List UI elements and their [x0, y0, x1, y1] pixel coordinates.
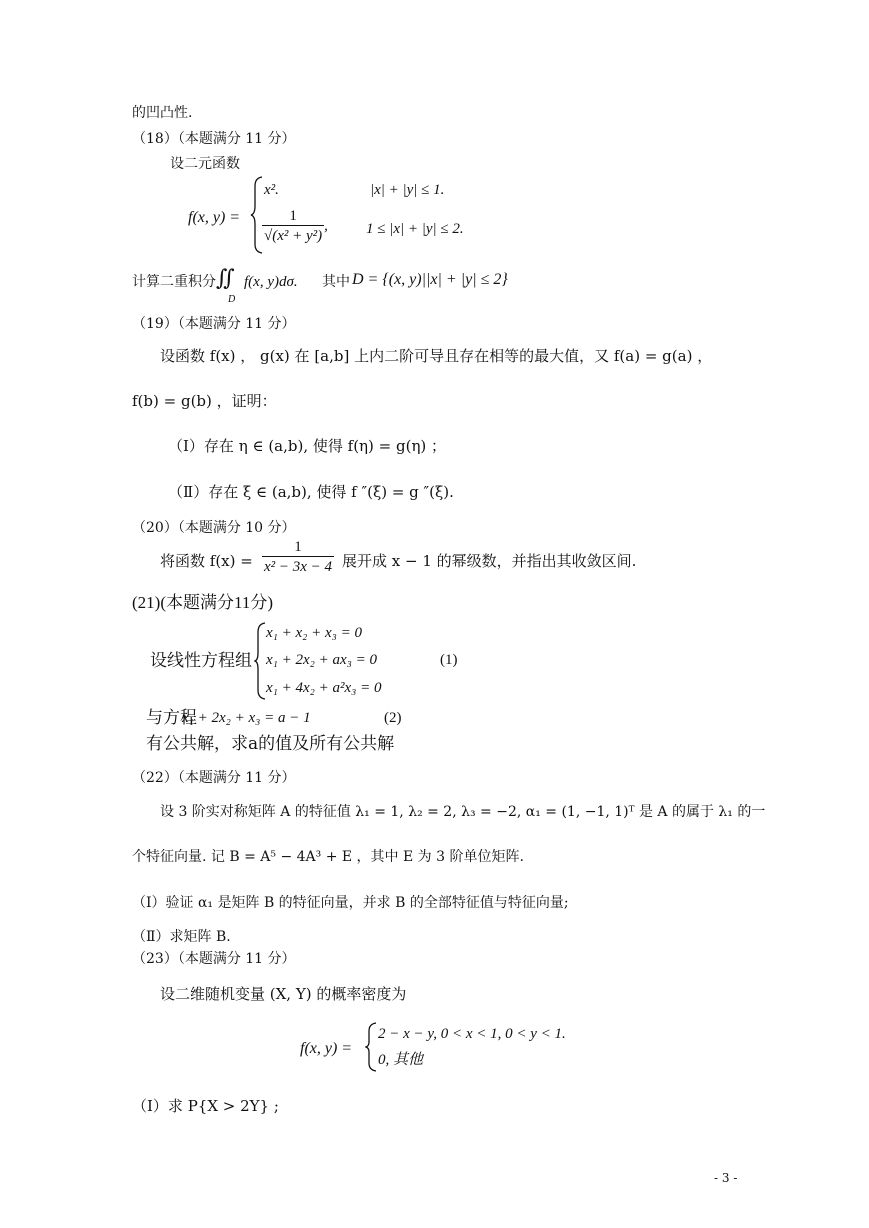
q21-label1: (1): [440, 652, 458, 668]
q20-header: （20）（本题满分 10 分）: [132, 520, 296, 536]
q18-integrand: f(x, y)dσ.: [244, 274, 298, 290]
q23-intro: 设二维随机变量 (X, Y) 的概率密度为: [160, 985, 407, 1003]
q18-domain-text: 其中: [322, 274, 350, 290]
q21-label2: (2): [384, 710, 402, 726]
q23-case2: 0, 其他: [378, 1052, 424, 1068]
q19-line1: 设函数 f(x) ， g(x) 在 [a,b] 上内二阶可导且存在相等的最大值，又 f(a) = g(a) ，: [160, 347, 713, 365]
q20-prefix: 将函数 f(x) =: [160, 552, 253, 570]
q19-part1: （Ⅰ）存在 η ∈ (a,b), 使得 f(η) = g(η) ；: [168, 437, 447, 455]
q18-integral-sign: ∬: [216, 266, 235, 291]
q23-function-lhs: f(x, y) =: [300, 1040, 353, 1057]
q21-brace: [254, 622, 266, 700]
q23-header: （23）（本题满分 11 分）: [132, 951, 296, 967]
q23-brace: [365, 1022, 377, 1072]
q18-intro: 设二元函数: [170, 156, 240, 172]
q18-case1-expr: x².: [264, 182, 279, 198]
q22-part1: （Ⅰ）验证 α₁ 是矩阵 B 的特征向量，并求 B 的全部特征值与特征向量;: [132, 895, 569, 911]
q18-integral-sub: D: [228, 294, 236, 305]
q18-case1-cond: |x| + |y| ≤ 1.: [370, 182, 445, 198]
q18-domain-set: D = {(x, y)||x| + |y| ≤ 2}: [352, 271, 508, 288]
q18-case2-cond: 1 ≤ |x| + |y| ≤ 2.: [366, 221, 464, 237]
q21-eq1: x₁ + x₂ + x₃ = 0: [266, 625, 362, 641]
q21-eq3: x₁ + 4x₂ + a²x₃ = 0: [266, 680, 382, 696]
q22-part2: （Ⅱ）求矩阵 B.: [132, 929, 231, 945]
q18-case2-comma: ,: [324, 218, 328, 234]
q22-line2: 个特征向量. 记 B = A⁵ − 4A³ + E ，其中 E 为 3 阶单位矩阵.: [132, 849, 524, 865]
q20-fraction: [262, 538, 334, 576]
continuation-line: 的凹凸性.: [132, 105, 193, 121]
q19-part2: （Ⅱ）存在 ξ ∈ (a,b), 使得 f ″(ξ) = g ″(ξ).: [168, 483, 454, 501]
q21-eq4-prefix: 与方程: [146, 708, 197, 728]
q20-den: x² − 3x − 4: [262, 556, 334, 576]
q23-part1: （Ⅰ）求 P{X > 2Y} ;: [132, 1097, 279, 1115]
q18-header: （18）（本题满分 11 分）: [132, 131, 296, 147]
q18-case2-den: √(x² + y²): [262, 225, 324, 245]
q21-ask: 有公共解，求a的值及所有公共解: [146, 734, 395, 754]
q23-case1: 2 − x − y, 0 < x < 1, 0 < y < 1.: [378, 1026, 566, 1042]
q21-header: (21)(本题满分11分): [132, 593, 274, 612]
q22-line1: 设 3 阶实对称矩阵 A 的特征值 λ₁ = 1, λ₂ = 2, λ₃ = −2, α₁ = (1, −1, 1)ᵀ 是 A 的属于 λ₁ 的一: [160, 804, 766, 820]
q18-case2-num: 1: [289, 208, 297, 224]
q20-suffix: 展开成 x − 1 的幂级数，并指出其收敛区间.: [342, 552, 637, 570]
q19-line2: f(b) = g(b) ，证明：: [132, 392, 277, 410]
q21-eq2: x₁ + 2x₂ + ax₃ = 0: [266, 652, 377, 668]
q19-header: （19）（本题满分 11 分）: [132, 316, 296, 332]
q21-eq4: x₁ + 2x₂ + x₃ = a − 1: [182, 710, 311, 726]
q18-function-lhs: f(x, y) =: [188, 209, 241, 226]
q18-case2-fraction: [262, 207, 328, 245]
q22-header: （22）（本题满分 11 分）: [132, 770, 296, 786]
q18-compute-prefix: 计算二重积分: [132, 274, 216, 290]
q21-prefix: 设线性方程组: [150, 651, 252, 671]
page-number: - 3 -: [714, 1171, 738, 1185]
q20-num: 1: [294, 539, 302, 555]
